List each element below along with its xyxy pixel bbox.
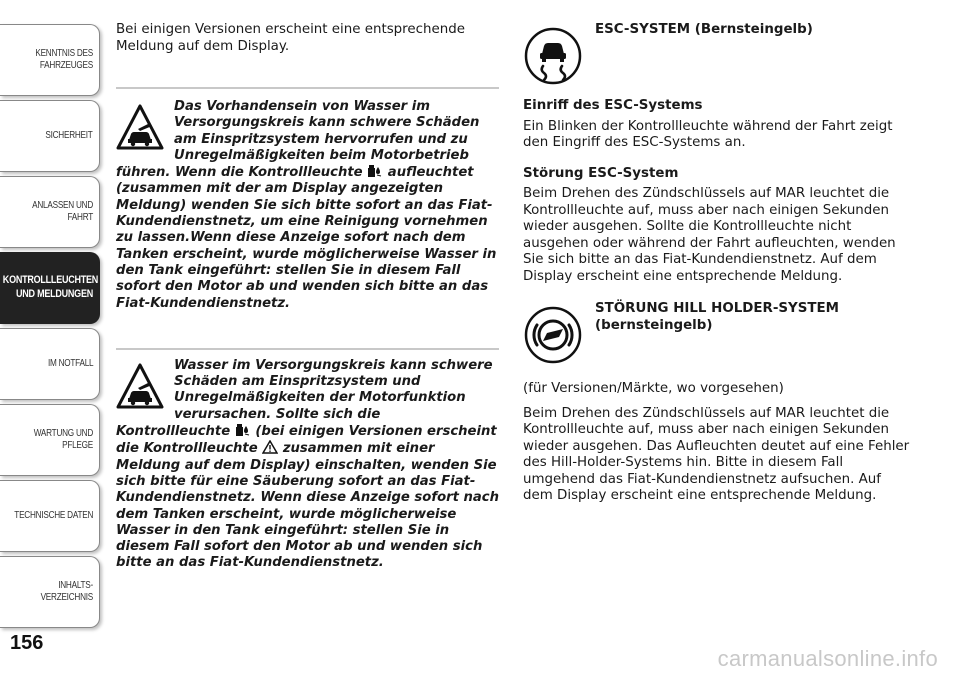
page-number: 156 — [10, 632, 44, 654]
esc-fault-heading: Störung ESC-System — [523, 165, 679, 181]
tab-label: IM NOTFALL — [47, 357, 93, 369]
intro-paragraph: Bei einigen Versionen erscheint eine entsprechende Meldung auf dem Display. — [116, 22, 465, 54]
tab-label: ANLASSEN UND FAHRT — [32, 199, 93, 223]
tab-kenntnis-des-fahrzeuges[interactable] — [0, 24, 100, 96]
tab-label: INHALTS-VERZEICHNIS — [40, 579, 93, 603]
water-in-fuel-icon — [235, 423, 251, 437]
esc-intervention-text: Ein Blinken der Kontrollleuchte während der Fahrt zeigt den Eingriff des ESC-Systems an. — [523, 118, 893, 150]
tab-technische-daten[interactable] — [0, 480, 100, 552]
warning-2-text-c: zusammen mit einer Meldung auf dem Display) einschalten, wenden Sie sich bitte für eine Säuberung sofort an das Fiat-Kundendienstnetz. Wenn diese Anzeige sofort nach dem Tanken erscheint, wurde möglicherweise Wasser in den Tank eingeführt: stellen Sie in diesem Fall sofort den Motor ab und wenden sich bitte an das Fiat-Kundendienstnetz. — [116, 441, 500, 571]
tab-kontrollleuchten-und-meldungen[interactable] — [0, 252, 100, 324]
left-column — [116, 22, 499, 572]
tab-label: KONTROLLLEUCHTEN UND MELDUNGEN — [2, 274, 99, 300]
hill-holder-text: Beim Drehen des Zündschlüssels auf MAR leuchtet die Kontrollleuchte auf, muss aber nach einigen Sekunden wieder ausgehen. Das Aufleuchten deutet auf eine Fehler des Hill-Holder-Systems hin. Bitte in diesem Fall umgehend das Fiat-Kundendienstnetz aufsuchen. Auf dem Display erscheint eine entsprechende Meldung. — [523, 405, 910, 503]
warning-block-1 — [116, 99, 499, 312]
tab-anlassen-und-fahrt[interactable] — [0, 176, 100, 248]
water-in-fuel-icon — [367, 164, 383, 178]
tab-inhaltsverzeichnis[interactable] — [0, 556, 100, 628]
hill-holder-section — [523, 301, 913, 377]
warning-1-text-a: Das Vorhandensein von Wasser im Versorgungskreis kann schwere Schäden am Einspritzsystem hervorrufen und zu Unregelmäßigkeiten beim Motorbetrieb führen. Wenn die Kontrollleuchte — [116, 99, 480, 181]
warning-2-text-a: Wasser im Versorgungskreis kann schwere Schäden am Einspritzsystem und Unregelmäßigkeiten der Motorfunktion verursachen. Sollte sich die Kontrollleuchte — [116, 357, 493, 440]
esc-intervention-heading: Einriff des ESC-Systems — [523, 98, 703, 113]
divider — [116, 348, 499, 350]
chapter-tabs — [0, 0, 100, 640]
hill-holder-versions: (für Versionen/Märkte, wo vorgesehen) — [523, 381, 784, 396]
esc-fault-text: Beim Drehen des Zündschlüssels auf MAR leuchtet die Kontrollleuchte auf, muss aber nach einigen Sekunden wieder ausgehen. Sollte die Kontrollleuchte nicht ausgehen oder während der Fahrt aufleuchten, wenden Sie sich bitte an das Fiat-Kundendienstnetz. Auf dem Display erscheint eine entsprechende Meldung. — [523, 186, 896, 284]
car-warning-triangle-icon — [116, 103, 164, 151]
tab-im-notfall[interactable] — [0, 328, 100, 400]
tab-wartung-und-pflege[interactable] — [0, 404, 100, 476]
watermark: carmanualsonline.info — [717, 646, 938, 671]
warning-block-2 — [116, 358, 499, 572]
esc-title: ESC-SYSTEM (Bernsteingelb) — [595, 22, 813, 37]
hill-holder-icon — [523, 305, 583, 365]
divider — [116, 87, 499, 89]
tab-sicherheit[interactable] — [0, 100, 100, 172]
warning-triangle-icon — [262, 440, 278, 454]
warning-1-text-b: aufleuchtet (zusammen mit der am Display angezeigten Meldung) wenden Sie sich bitte sofort an das Fiat-Kundendienstnetz, um eine Reinigung vornehmen zu lassen.Wenn diese Anzeige sofort nach dem Tanken erscheint, wurde möglicherweise Wasser in den Tank eingeführt: stellen Sie in diesem Fall sofort den Motor ab und wenden sich bitte an das Fiat-Kundendienstnetz. — [116, 165, 497, 311]
warning-2-text-b: (bei einigen Versionen erscheint die Kontrollleuchte — [116, 424, 497, 457]
right-column — [523, 22, 913, 505]
car-warning-triangle-icon — [116, 362, 164, 410]
hill-holder-title: STÖRUNG HILL HOLDER-SYSTEM (bernsteingelb) — [595, 301, 839, 333]
tab-label: WARTUNG UND PFLEGE — [33, 427, 93, 451]
tab-label: KENNTNIS DES FAHRZEUGES — [35, 47, 93, 71]
tab-label: TECHNISCHE DATEN — [14, 509, 93, 521]
esc-indicator-section — [523, 22, 913, 94]
esc-skid-icon — [523, 26, 583, 86]
tab-label: SICHERHEIT — [45, 129, 93, 141]
